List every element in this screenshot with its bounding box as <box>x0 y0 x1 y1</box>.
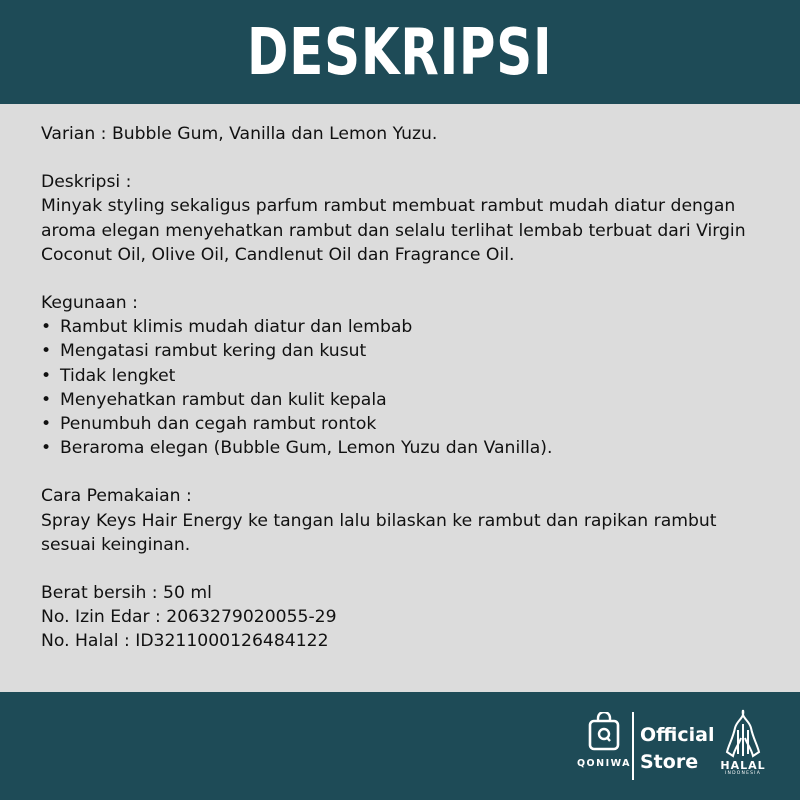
cara-section <box>41 484 771 557</box>
list-item: • Penumbuh dan cegah rambut rontok <box>41 412 771 436</box>
cara-text: Spray Keys Hair Energy ke tangan lalu bilaskan ke rambut dan rapikan rambut sesuai keinginan. <box>41 510 717 555</box>
store-text: Store <box>640 751 699 773</box>
halal-word: HALAL <box>720 759 766 772</box>
official-store-label <box>640 722 714 776</box>
deskripsi-section <box>41 170 771 267</box>
halal-indonesia-icon <box>723 708 763 760</box>
kegunaan-list <box>41 315 771 460</box>
list-item: • Beraroma elegan (Bubble Gum, Lemon Yuzu dan Vanilla). <box>41 436 771 460</box>
list-item: • Rambut klimis mudah diatur dan lembab <box>41 315 771 339</box>
description-content <box>41 122 771 654</box>
official-text: Official <box>640 724 715 746</box>
footer-divider <box>632 712 634 780</box>
brand-name: QONIWA <box>576 758 632 769</box>
halal-sub: INDONESIA <box>725 771 761 776</box>
halal-logo <box>716 708 770 786</box>
izin-edar: No. Izin Edar : 2063279020055-29 <box>41 607 337 628</box>
varian-text: Varian : Bubble Gum, Vanilla dan Lemon Yuzu. <box>41 124 438 144</box>
list-item: • Mengatasi rambut kering dan kusut <box>41 339 771 363</box>
varian-section <box>41 122 771 146</box>
cara-label: Cara Pemakaian : <box>41 486 192 507</box>
bullet-icon: • <box>41 414 52 435</box>
list-item: • Menyehatkan rambut dan kulit kepala <box>41 388 771 412</box>
info-section <box>41 581 771 654</box>
shopping-bag-icon <box>587 712 621 752</box>
deskripsi-label: Deskripsi : <box>41 172 132 193</box>
bullet-icon: • <box>41 341 52 362</box>
deskripsi-text: Minyak styling sekaligus parfum rambut membuat rambut mudah diatur dengan aroma elegan menyehatkan rambut dan selalu terlihat lembab terbuat dari Virgin Coconut Oil, Olive Oil, Candlenut Oil dan Fragrance Oil. <box>41 196 746 265</box>
bullet-icon: • <box>41 438 52 459</box>
halal-number: No. Halal : ID3211000126484122 <box>41 631 329 652</box>
bullet-icon: • <box>41 317 52 338</box>
page-title: DESKRIPSI <box>247 16 553 90</box>
bullet-icon: • <box>41 365 52 386</box>
qoniwa-logo <box>578 712 630 782</box>
kegunaan-label: Kegunaan : <box>41 293 138 314</box>
bullet-icon: • <box>41 389 52 410</box>
header-bar <box>0 0 800 104</box>
kegunaan-section <box>41 291 771 460</box>
berat-bersih: Berat bersih : 50 ml <box>41 583 212 604</box>
list-item: • Tidak lengket <box>41 364 771 388</box>
